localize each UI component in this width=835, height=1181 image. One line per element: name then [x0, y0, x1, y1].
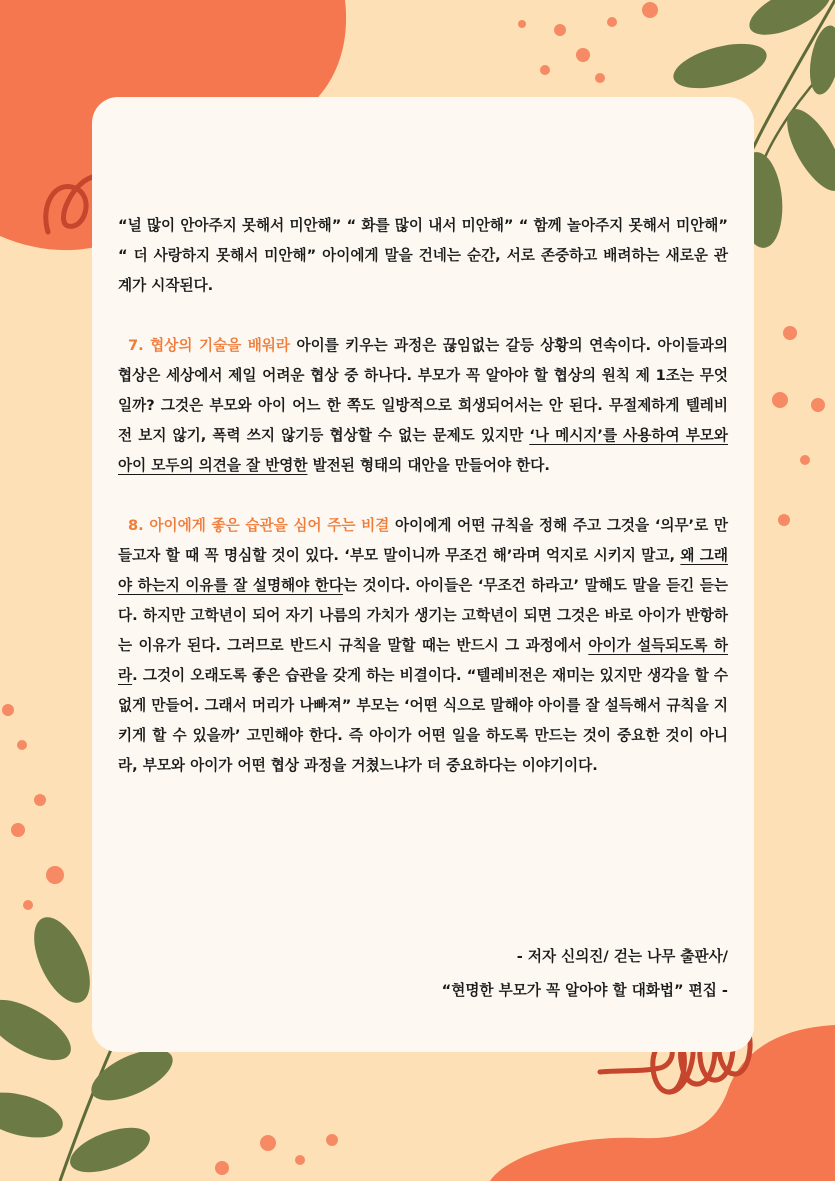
signature	[128, 940, 728, 1008]
intro-paragraph	[118, 211, 728, 301]
section-8-underlined-1: 왜 그래야 하는지 이유를 잘 설명해야 한다	[118, 547, 729, 594]
section-8-underlined-2: 아이가 설득되도록 하라	[118, 637, 728, 684]
section-7-paragraph	[118, 331, 728, 481]
section-8-heading: 8. 아이에게 좋은 습관을 심어 주는 비결	[128, 517, 390, 534]
section-7-heading: 7. 협상의 기술을 배워라	[128, 337, 291, 354]
section-7-underlined: ‘나 메시지’를 사용하여 부모와 아이 모두의 의견을 잘 반영한	[118, 427, 728, 474]
section-7-body-before: 아이를 키우는 과정은 끊임없는 갈등 상황의 연속이다. 아이들과의 협상은 세상에서 제일 어려운 협상 중 하나다. 부모가 꼭 알아야 할 협상의 원칙 제 1조는 무엇일까? 그것은 부모와 아이 어느 한 쪽도 일방적으로 희생되어서는 안 된다. 무절제하게 텔레비전 보지 않기, 폭력 쓰지 않기등 협상할 수 없는 문제도 있지만	[118, 337, 729, 444]
intro-text: “널 많이 안아주지 못해서 미안해” “ 화를 많이 내서 미안해” “ 함께 놀아주지 못해서 미안해” “ 더 사랑하지 못해서 미안해” 아이에게 말을 건네는 순간, 서로 존중하고 배려하는 새로운 관계가 시작된다.	[118, 217, 728, 294]
signature-line-2: “현명한 부모가 꼭 알아야 할 대화법” 편집 -	[441, 982, 728, 999]
section-8-body-3: . 그것이 오래도록 좋은 습관을 갖게 하는 비결이다. “텔레비전은 재미는 있지만 생각을 할 수 없게 만들어. 그래서 머리가 나빠져” 부모는 ‘어떤 식으로 말해야 아이를 잘 설득해서 규칙을 지키게 할 수 있을까’ 고민해야 한다. 즉 아이가 어떤 일을 하도록 만드는 것이 중요한 것이 아니라, 부모와 아이가 어떤 협상 과정을 거쳤느냐가 더 중요하다는 이야기이다.	[118, 667, 728, 774]
section-8-paragraph	[118, 511, 728, 781]
signature-line-1: - 저자 신의진/ 걷는 나무 출판사/	[516, 948, 728, 965]
section-8-body-1: 아이에게 어떤 규칙을 정해 주고 그것을 ‘의무’로 만들고자 할 때 꼭 명심할 것이 있다. ‘부모 말이니까 무조건 해’라며 억지로 시키지 말고,	[118, 517, 728, 564]
section-8-body-2: 는 것이다. 아이들은 ‘무조건 하라고’ 말해도 말을 듣긴 듣는다. 하지만 고학년이 되어 자기 나름의 가치가 생기는 고학년이 되면 그것은 바로 아이가 반항하는 이유가 된다. 그러므로 반드시 규칙을 말할 때는 반드시 그 과정에서	[118, 577, 728, 654]
article-text	[118, 211, 728, 781]
section-7-body-after: 발전된 형태의 대안을 만들어야 한다.	[307, 457, 550, 474]
